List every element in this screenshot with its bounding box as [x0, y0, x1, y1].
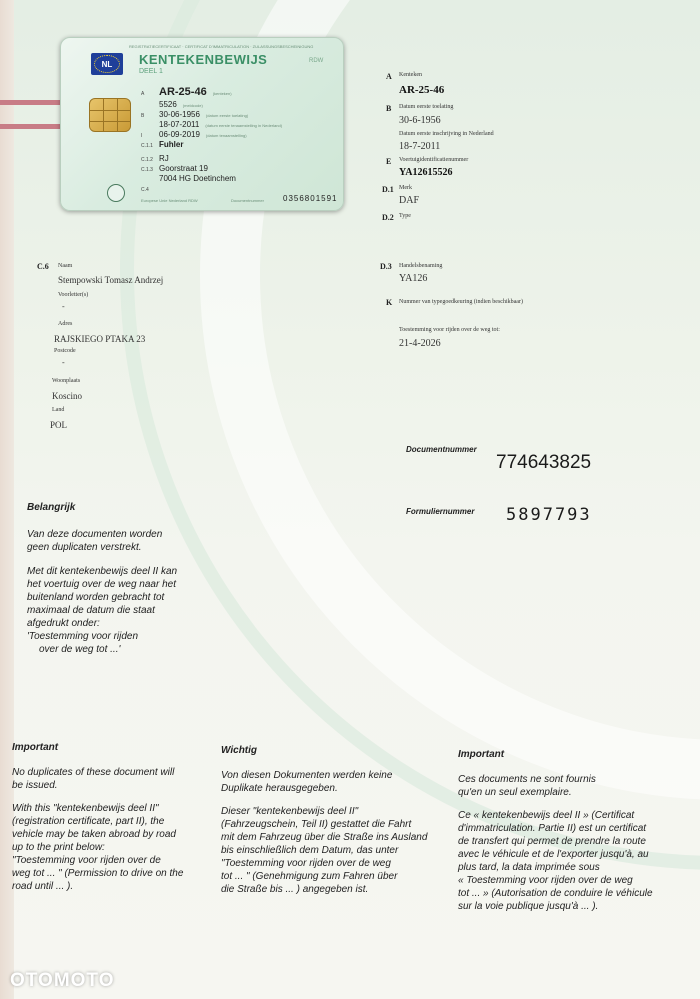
text-line: tot ... » (Autorisation de conduire le véhicule: [458, 888, 653, 899]
field-d2-code: D.2: [382, 213, 394, 222]
card-doc-number: 0356801591: [283, 194, 338, 203]
text-line: With this "kentekenbewijs deel II": [12, 803, 159, 814]
field-d3-value: YA126: [399, 273, 428, 284]
row-note: (kenteken): [212, 91, 232, 96]
owner-naam: Stempowski Tomasz Andrzej: [58, 275, 164, 285]
text-line: « Toestemming voor rijden over de weg: [458, 875, 633, 886]
text-line: road until ... ).: [12, 881, 74, 892]
text-line: Dieser "kentekenbewijs deel II": [221, 806, 359, 817]
important-fr-heading: Important: [458, 749, 505, 760]
row-value: 30-06-1956: [159, 110, 200, 119]
field-nl-label: Datum eerste inschrijving in Nederland: [399, 131, 494, 137]
text-line: Von diesen Dokumenten werden keine: [221, 770, 393, 781]
important-en-heading: Important: [12, 742, 59, 753]
important-fr-p2: [458, 809, 694, 913]
text-line: weg tot ... " (Permission to drive on the: [12, 868, 184, 879]
text-line: Ce « kentekenbewijs deel II » (Certificat: [458, 810, 635, 821]
documentnummer-value: 774643825: [496, 452, 592, 473]
holder-name: Fuhler: [159, 140, 184, 149]
owner-adres: RAJSKIEGO PTAKA 23: [54, 334, 146, 344]
text-line: buitenland worden gebracht tot: [27, 592, 165, 603]
card-row-a: [141, 86, 232, 98]
card-row-b: [141, 110, 248, 119]
text-line: het voertuig over de weg naar het: [27, 579, 176, 590]
text-line: vehicle may be taken abroad by road: [12, 829, 176, 840]
card-row-c4: [141, 184, 159, 193]
card-top-line: REGISTRATIECERTIFICAAT · CERTIFICAT D'IMMATRICULATION · ZULASSUNGSBESCHEINIGUNG: [129, 44, 314, 49]
text-line: Met dit kentekenbewijs deel II kan: [27, 566, 178, 577]
row-note: (datum eerste tenaamstelling in Nederland): [205, 123, 283, 128]
field-a-code: A: [386, 72, 392, 81]
card-row-nl: [141, 120, 282, 129]
owner-land: POL: [50, 420, 68, 430]
text-line: mit dem Fahrzeug über die Straße ins Ausland: [221, 832, 428, 843]
owner-naam-label: Naam: [58, 263, 73, 269]
row-value: 06-09-2019: [159, 130, 200, 139]
important-en-p2: [12, 802, 212, 893]
formuliernummer-label: Formuliernummer: [406, 507, 475, 516]
red-stripe: [0, 124, 60, 129]
owner-postcode: -: [62, 358, 65, 367]
field-a-value: AR-25-46: [399, 84, 445, 96]
field-a-label: Kenteken: [399, 72, 422, 78]
text-line: 'Toestemming voor rijden: [27, 631, 139, 642]
text-line: Ces documents ne sont fournis: [458, 774, 596, 785]
text-line: bis einschließlich dem Datum, das unter: [221, 845, 399, 856]
wichtig-de-block: [221, 745, 451, 896]
field-d1-code: D.1: [382, 185, 394, 194]
field-e-value: YA12615526: [399, 167, 453, 178]
text-line: qu'en un seul exemplaire.: [458, 787, 572, 798]
otomoto-watermark: OTOMOTO: [10, 970, 115, 991]
belangrijk-p2: [27, 565, 257, 656]
card-row-city: [141, 174, 236, 183]
row-value: 18-07-2011: [159, 120, 200, 129]
documentnummer-label: Documentnummer: [406, 445, 477, 454]
belangrijk-block: [27, 502, 257, 656]
field-d1-label: Merk: [399, 185, 412, 191]
text-line: (Fahrzeugschein, Teil II) gestattet die Fahrt: [221, 819, 412, 830]
text-line: be issued.: [12, 780, 58, 791]
card-bottom-text: Europese Unie Nederland RDW: [141, 198, 198, 203]
text-line: "Toestemming voor rijden over de weg: [221, 858, 391, 869]
important-fr-block: [458, 749, 694, 913]
owner-code: C.6: [37, 262, 49, 271]
text-line: over de weg tot ...': [39, 644, 121, 655]
field-k-code: K: [386, 298, 393, 307]
field-b-label: Datum eerste toelating: [399, 104, 454, 110]
row-value: 5526: [159, 100, 177, 109]
wichtig-heading: Wichtig: [221, 745, 258, 756]
owner-adres-label: Adres: [58, 321, 73, 327]
wichtig-p1: [221, 769, 451, 795]
field-permit-label: Toestemming voor rijden over de weg tot:: [399, 327, 500, 333]
owner-land-label: Land: [52, 407, 65, 413]
text-line: Van deze documenten worden: [27, 529, 163, 540]
text-line: avec le véhicule et de l'exporter jusqu'à, au: [458, 849, 649, 860]
card-deel: DEEL 1: [139, 68, 163, 75]
country-code: NL: [101, 59, 113, 69]
rdw-logo: RDW: [309, 58, 324, 64]
field-k-label: Nummer van typegoedkeuring (indien beschikbaar): [399, 299, 523, 305]
important-en-block: [12, 742, 212, 893]
important-en-p1: [12, 766, 212, 792]
text-line: "Toestemming voor rijden over de: [12, 855, 161, 866]
card-row-i: [141, 130, 247, 139]
chip-icon: [89, 98, 131, 132]
text-line: tot ... " (Genehmigung zum Fahren über: [221, 871, 398, 882]
row-code: B: [141, 113, 145, 119]
belangrijk-p1: [27, 528, 257, 554]
text-line: sur la voie publique jusqu'à ... ).: [458, 901, 599, 912]
red-stripe: [0, 100, 60, 105]
text-line: (registration certificate, part II), the: [12, 816, 165, 827]
photo-hologram-icon: [107, 184, 125, 202]
field-d3-label: Handelsbenaming: [399, 263, 443, 269]
field-e-label: Voertuigidentificatienummer: [399, 157, 469, 163]
row-value: RJ: [159, 154, 169, 163]
row-note: (datum tenaamstelling): [205, 133, 247, 138]
row-code: C.1.1: [141, 143, 153, 149]
formuliernummer-value: 5897793: [506, 505, 592, 525]
eu-stars: [94, 55, 120, 73]
row-code: C.1.3: [141, 167, 153, 173]
registration-card: [60, 37, 344, 211]
owner-postcode-label: Postcode: [54, 348, 76, 354]
text-line: plus tard, la data imprimée sous: [458, 862, 600, 873]
important-fr-p1: [458, 773, 694, 799]
row-code: I: [141, 133, 143, 139]
card-plate: AR-25-46: [159, 86, 207, 98]
card-row-meldcode: [141, 100, 203, 109]
field-permit-value: 21-4-2026: [399, 338, 441, 349]
row-code: C.1.2: [141, 157, 153, 163]
owner-woonplaats: Koscino: [52, 391, 82, 401]
text-line: afgedrukt onder:: [27, 618, 100, 629]
belangrijk-heading: Belangrijk: [27, 502, 76, 513]
card-doc-label: Documentnummer: [231, 198, 264, 203]
row-value: 7004 HG Doetinchem: [159, 174, 236, 183]
eu-flag-icon: [91, 53, 123, 75]
text-line: up to the print below:: [12, 842, 105, 853]
wichtig-p2: [221, 805, 451, 896]
text-line: geen duplicaten verstrekt.: [27, 542, 142, 553]
text-line: Duplikate herausgegeben.: [221, 783, 338, 794]
field-d3-code: D.3: [380, 262, 392, 271]
row-code: C.4: [141, 187, 149, 193]
text-line: de transfert qui permet de prendre la route: [458, 836, 646, 847]
card-title: KENTEKENBEWIJS: [139, 52, 268, 67]
field-e-code: E: [386, 157, 392, 166]
field-d2-label: Type: [399, 213, 411, 219]
text-line: d'immatriculation. Partie II) est un certificat: [458, 823, 647, 834]
card-row-c12: [141, 154, 169, 163]
field-d1-value: DAF: [399, 195, 420, 206]
row-note: (meldcode): [182, 103, 203, 108]
field-nl-value: 18-7-2011: [399, 141, 441, 152]
text-line: die Straße bis ... ) angegeben ist.: [221, 884, 369, 895]
card-holder: [141, 140, 183, 149]
row-value: Goorstraat 19: [159, 164, 208, 173]
card-row-c13: [141, 164, 208, 173]
owner-woonplaats-label: Woonplaats: [52, 378, 81, 384]
field-b-code: B: [386, 104, 392, 113]
row-note: (datum eerste toelating): [205, 113, 249, 118]
text-line: maximaal de datum die staat: [27, 605, 155, 616]
text-line: No duplicates of these document will: [12, 767, 175, 778]
row-code: A: [141, 91, 145, 97]
owner-voorletters: -: [62, 302, 65, 311]
field-b-value: 30-6-1956: [399, 115, 441, 126]
owner-voorletters-label: Voorletter(s): [58, 292, 89, 298]
